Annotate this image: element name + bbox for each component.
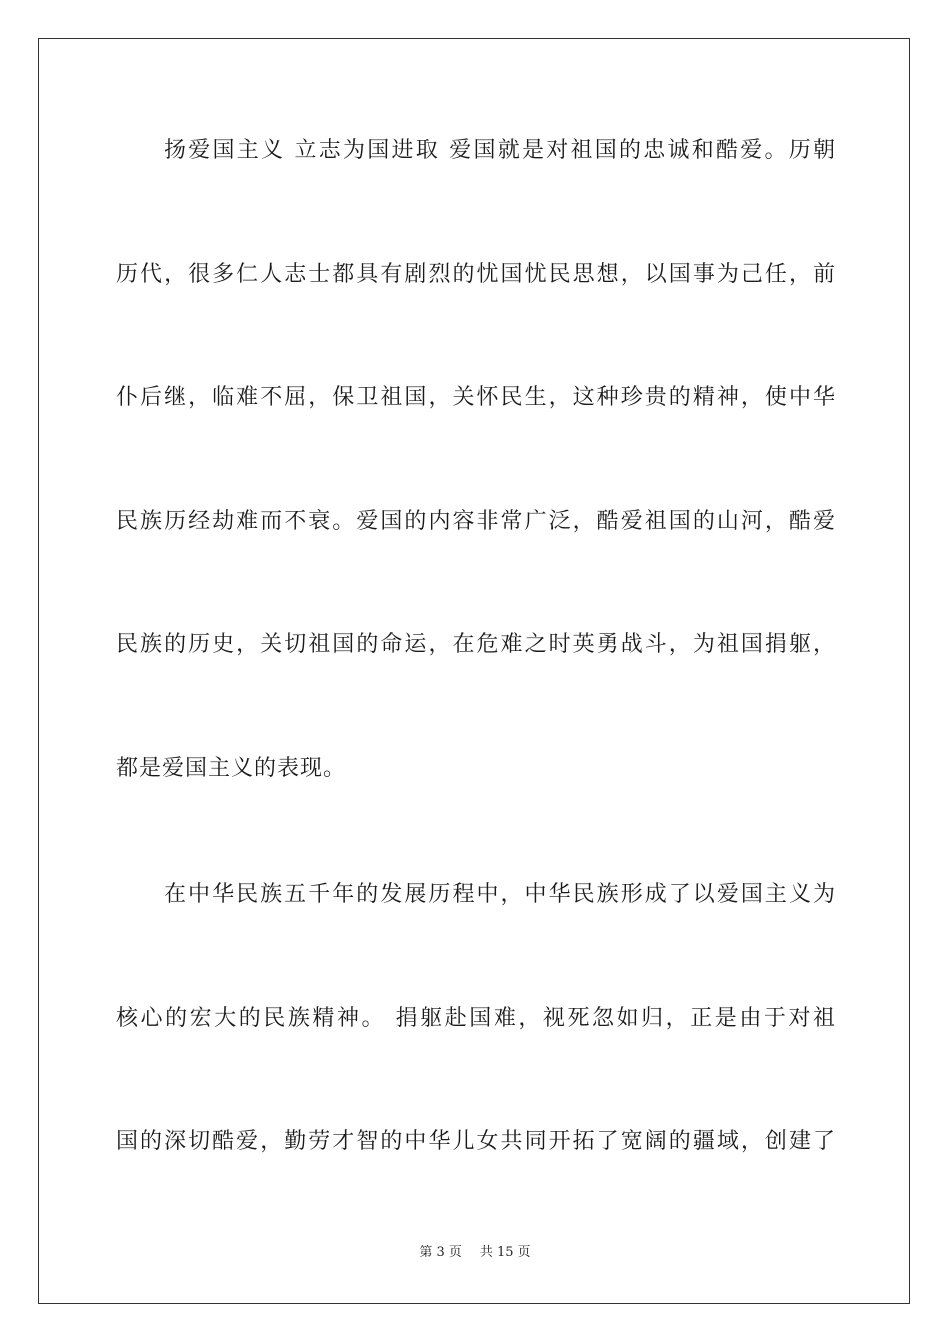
paragraph-1-line-1: 扬爱国主义 立志为国进取 爱国就是对祖国的忠诚和酷爱。历朝 [164, 138, 836, 163]
paragraph-1-line-5: 民族的历史，关切祖国的命运，在危难之时英勇战斗，为祖国捐躯， [116, 632, 836, 657]
page-border [38, 38, 910, 1304]
page-total: 共 15 页 [479, 1245, 531, 1260]
page-footer [0, 1244, 950, 1262]
page-number: 第 3 页 [419, 1245, 462, 1260]
paragraph-2-line-2: 核心的宏大的民族精神。 捐躯赴国难，视死忽如归，正是由于对祖 [116, 1006, 836, 1031]
paragraph-1-line-6: 都是爱国主义的表现。 [116, 756, 347, 781]
paragraph-2-line-3: 国的深切酷爱，勤劳才智的中华儿女共同开拓了宽阔的疆域，创建了 [116, 1129, 836, 1154]
paragraph-1-line-3: 仆后继，临难不屈，保卫祖国，关怀民生，这种珍贵的精神，使中华 [116, 385, 836, 410]
paragraph-2-line-1: 在中华民族五千年的发展历程中，中华民族形成了以爱国主义为 [164, 882, 836, 907]
paragraph-1-line-2: 历代，很多仁人志士都具有剧烈的忧国忧民思想，以国事为己任，前 [116, 262, 836, 287]
paragraph-1-line-4: 民族历经劫难而不衰。爱国的内容非常广泛，酷爱祖国的山河，酷爱 [116, 509, 836, 534]
